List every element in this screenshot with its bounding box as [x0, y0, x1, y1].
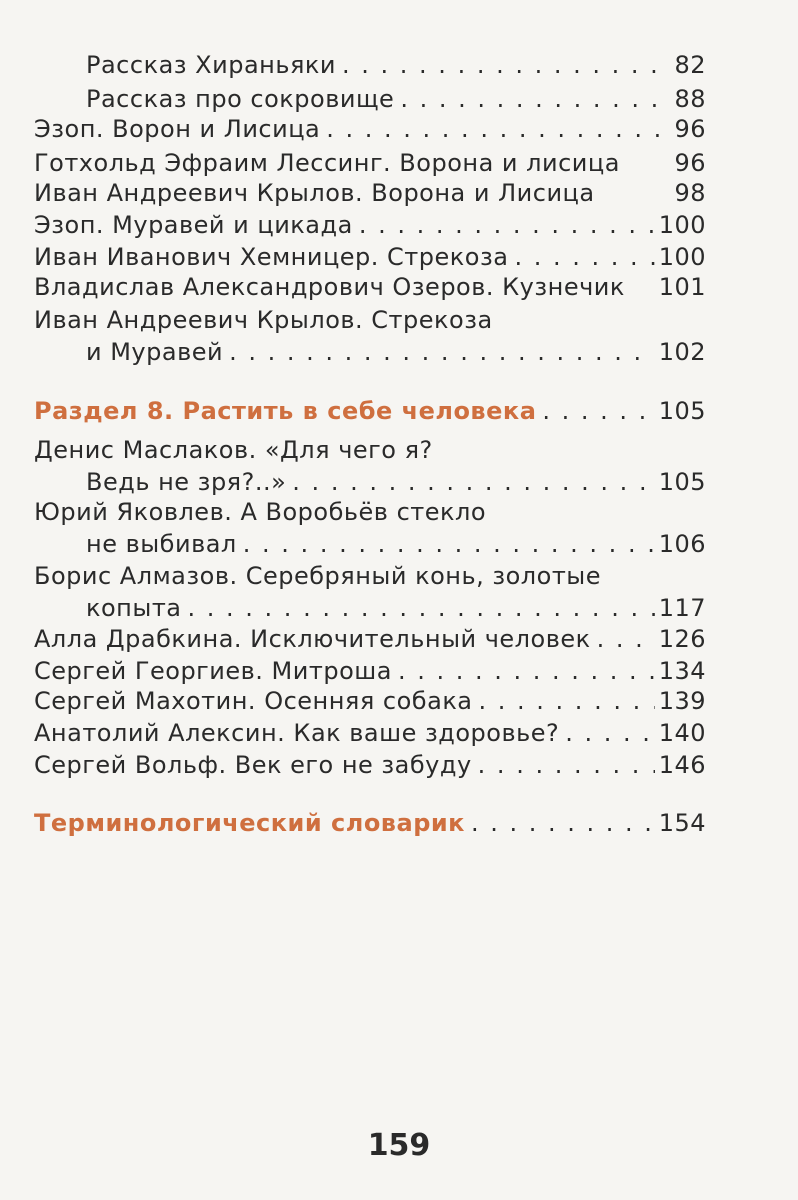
toc-entry-title: Владислав Александрович Озеров. Кузнечик — [34, 273, 625, 301]
toc-entry-title: Анатолий Алексин. Как ваше здоровье? — [34, 719, 560, 747]
toc-page-number: 126 — [658, 625, 706, 653]
toc-entry-title: Иван Андреевич Крылов. Ворона и Лисица — [34, 179, 595, 207]
toc-entry — [34, 748, 706, 782]
toc-page-number: 140 — [658, 719, 706, 747]
toc-page-number: 154 — [658, 809, 706, 837]
dot-leader — [229, 336, 655, 368]
dot-leader — [478, 748, 655, 782]
toc-entry — [34, 654, 706, 688]
dot-leader — [188, 592, 655, 624]
dot-leader — [400, 82, 670, 116]
toc-entry-title: копыта — [86, 594, 182, 622]
dot-leader — [359, 208, 655, 242]
toc-page-number: 100 — [658, 211, 706, 239]
toc-entry-title: Юрий Яковлев. А Воробьёв стекло — [34, 498, 487, 526]
toc-entry — [34, 208, 706, 242]
page-number: 159 — [367, 1128, 431, 1163]
toc-entry-title: и Муравей — [86, 338, 224, 366]
toc-page-number: 106 — [658, 530, 706, 558]
toc-page-number: 102 — [658, 338, 706, 366]
toc-entry-title: Денис Маслаков. «Для чего я? — [34, 436, 433, 464]
toc-entry-title: Иван Андреевич Крылов. Стрекоза — [34, 306, 493, 334]
dot-leader — [342, 48, 670, 82]
toc-page-number: 96 — [674, 115, 706, 143]
toc-entry-title: Рассказ про сокровище — [86, 85, 395, 113]
toc-entry-title: Эзоп. Ворон и Лисица — [34, 115, 321, 143]
toc-entry — [34, 112, 706, 146]
toc-entry-title: Терминологический словарик — [34, 809, 465, 837]
toc-entry-title: Рассказ Хираньяки — [86, 51, 337, 79]
toc-entry — [34, 560, 706, 624]
toc-entry-title: Иван Иванович Хемницер. Стрекоза — [34, 243, 509, 271]
toc-page-number: 82 — [674, 51, 706, 79]
toc-entry — [34, 434, 706, 498]
toc-page-number: 117 — [658, 594, 706, 622]
toc-entry — [34, 716, 706, 750]
dot-leader — [326, 112, 670, 146]
toc-page-number: 96 — [674, 149, 706, 177]
toc-page-number: 88 — [674, 85, 706, 113]
dot-leader — [471, 806, 655, 840]
toc-entry — [34, 622, 706, 656]
toc-page-number: 134 — [658, 657, 706, 685]
toc-page-number: 146 — [658, 751, 706, 779]
toc-entry-title: Готхольд Эфраим Лессинг. Ворона и лисица — [34, 149, 620, 177]
toc-entry-title: Эзоп. Муравей и цикада — [34, 211, 353, 239]
toc-section-heading — [34, 394, 706, 428]
dot-leader — [479, 684, 655, 718]
toc-section-heading — [34, 806, 706, 840]
toc-entry — [34, 304, 706, 368]
dot-leader — [292, 466, 654, 498]
dot-leader — [243, 528, 655, 560]
toc-page-number: 98 — [674, 179, 706, 207]
toc-entry — [34, 146, 706, 180]
toc-entry-title: Борис Алмазов. Серебряный конь, золотые — [34, 562, 602, 590]
toc-entry-title: Раздел 8. Растить в себе человека — [34, 397, 537, 425]
toc-entry — [34, 176, 706, 210]
toc-page-number: 105 — [658, 397, 706, 425]
toc-page-number: 105 — [658, 468, 706, 496]
dot-leader — [514, 240, 654, 274]
toc-entry-title: Сергей Махотин. Осенняя собака — [34, 687, 473, 715]
toc-entry-title: Алла Драбкина. Исключительный человек — [34, 625, 591, 653]
dot-leader — [597, 622, 655, 656]
toc-entry-title: не выбивал — [86, 530, 237, 558]
toc-entry — [34, 270, 706, 304]
toc-entry — [34, 240, 706, 274]
toc-page-number: 100 — [658, 243, 706, 271]
toc-entry-title: Сергей Вольф. Век его не забуду — [34, 751, 472, 779]
toc-entry-title: Сергей Георгиев. Митроша — [34, 657, 392, 685]
toc-entry — [86, 82, 706, 116]
toc-entry — [86, 48, 706, 82]
dot-leader — [398, 654, 655, 688]
dot-leader — [542, 394, 654, 428]
toc-entry-title: Ведь не зря?..» — [86, 468, 287, 496]
toc-entry — [34, 684, 706, 718]
toc-entry — [34, 496, 706, 560]
toc-page-number: 139 — [658, 687, 706, 715]
toc-page-number: 101 — [658, 273, 706, 301]
dot-leader — [565, 716, 654, 750]
